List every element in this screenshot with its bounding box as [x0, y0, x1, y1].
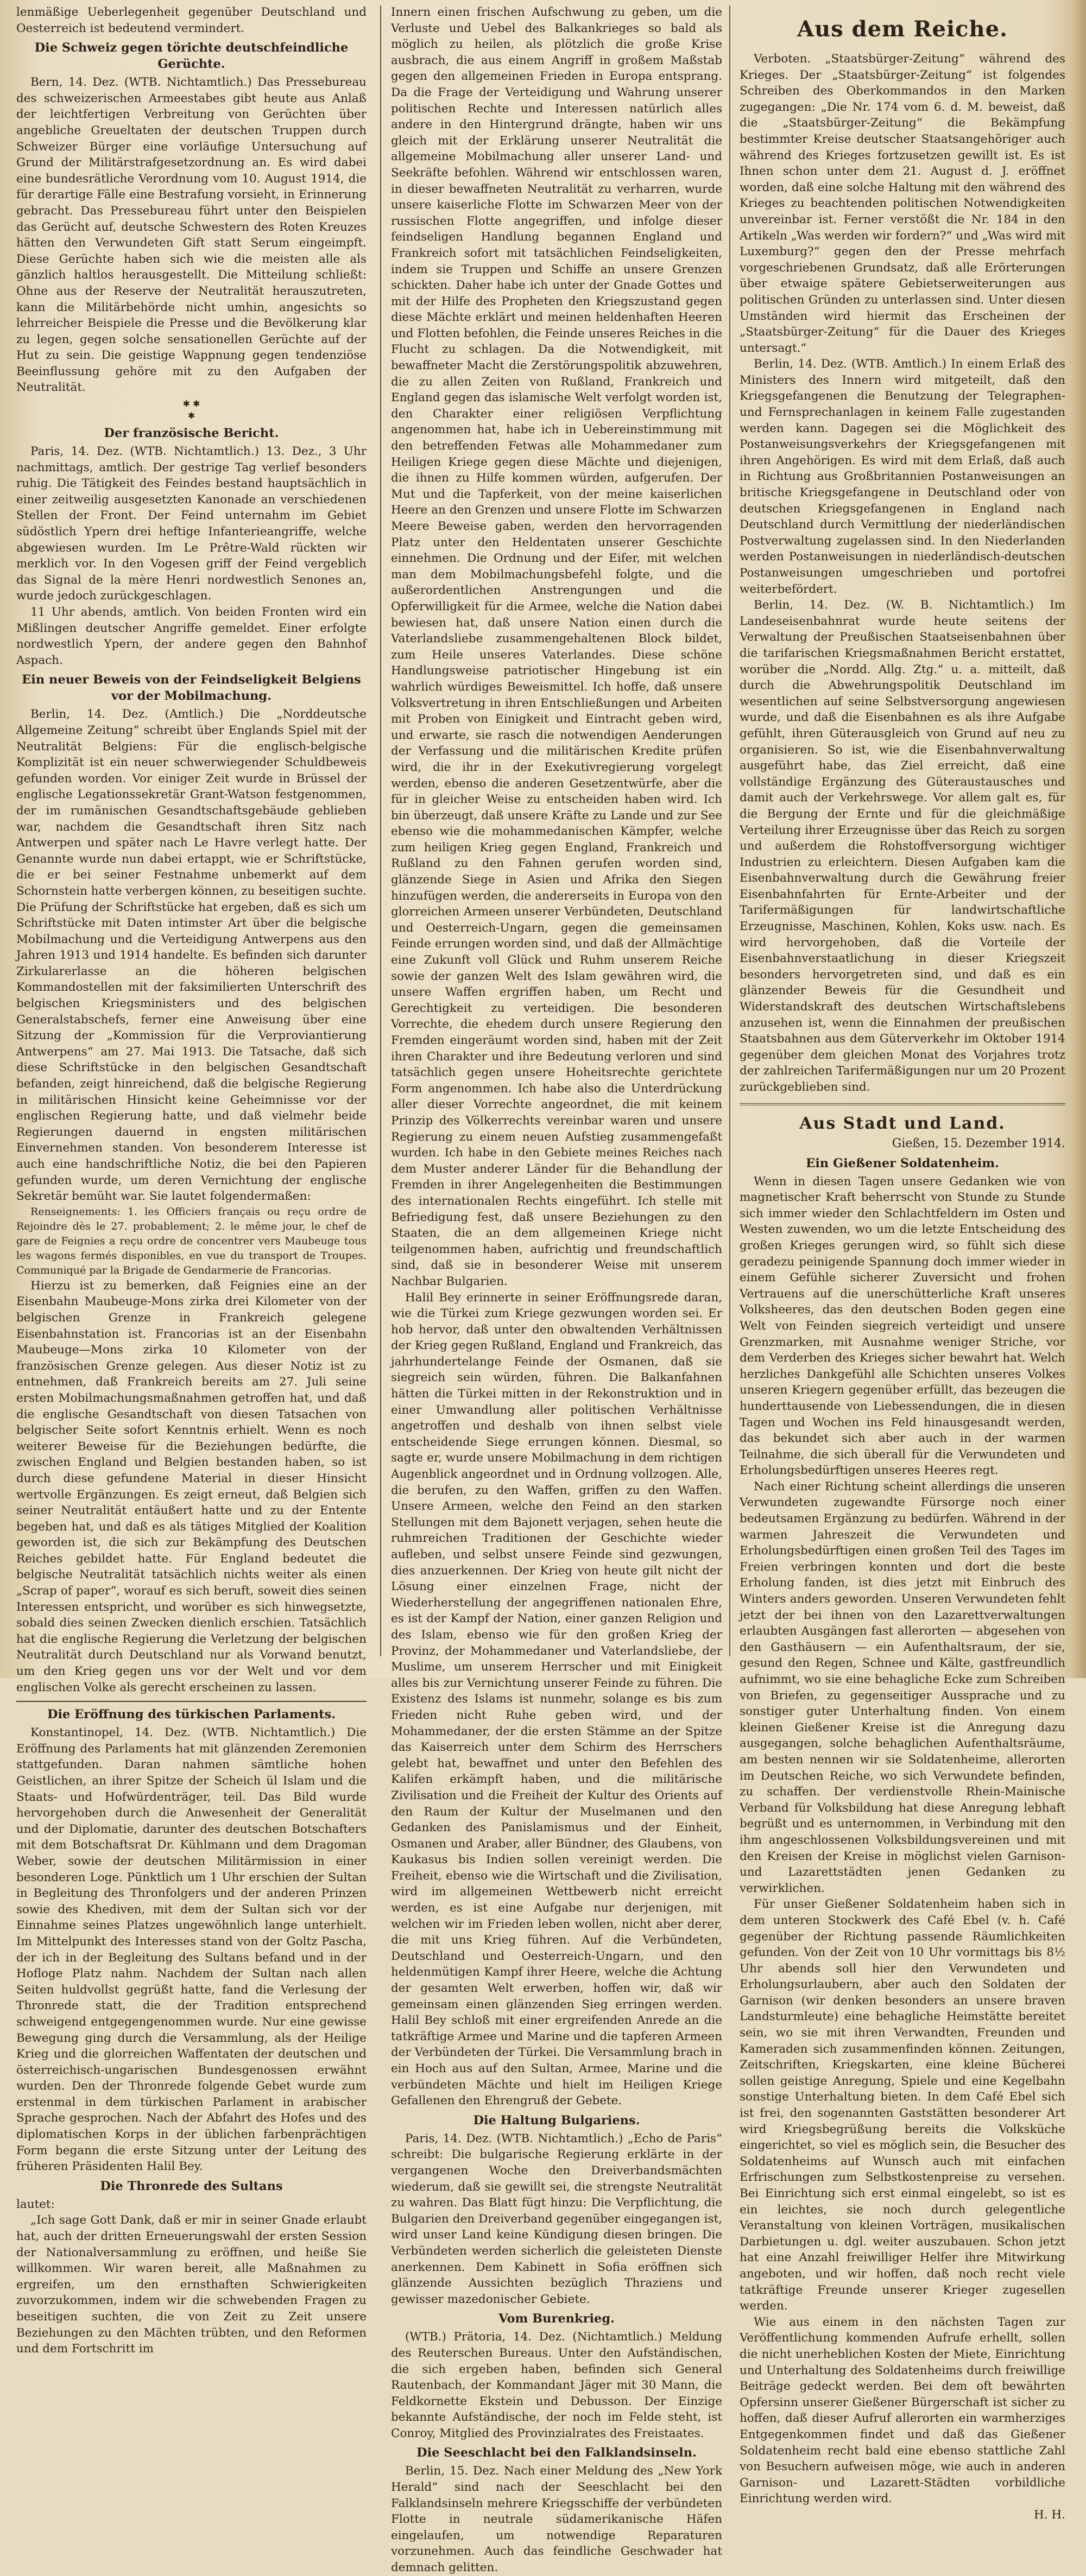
- dateline: Gießen, 15. Dezember 1914.: [892, 1136, 1065, 1150]
- headline-tuerkisches-parlament: Die Eröffnung des türkischen Parlaments.: [47, 1707, 336, 1722]
- article-belgien-french-note: Renseignements: 1. les Officiers français ou reçu ordre de Rejoindre dès le 27. probablement; 2. le même jour, le chef de gare de Feignies a reçu ordre de concentrer vers Maubeuge tous les wagons fermés disponibles, en vue du transport de Troupes. Communiqué par la Brigade de Gendarmerie de Francorias.: [16, 1205, 367, 1276]
- article-stadt-3: Für unser Gießener Soldatenheim haben sich in dem unteren Stockwerk des Café Ebel (v. h. Café gegenüber der Richtung passende Räumlichkeiten gefunden. Von der Zeit von 10 Uhr vormittags bis 8½ Uhr abends soll hier den Verwundeten und Erholungsurlaubern, aber auch den Soldaten der Garnison (wir denken besonders an unsere braven Landsturmleute) eine behagliche Heimstätte bereitet sein, wo sie mit ihren Verwandten, Freunden und Kameraden sich zusammenfinden können. Zeitungen, Zeitschriften, Kriegskarten, eine kleine Bücherei sollen geistige Anregung, Spiele und eine Kegelbahn sonstige Unterhaltung bieten. In dem Café Ebel sich ist frei, den sogenannten Gaststätten besonderer Art wird Kriegsbegrüßung bereits die Volksküche eingerichtet, so viel es möglich sein, die Besucher des Soldatenheims auf Wunsch auch mit einfachen Erfrischungen zum Selbstkostenpreise zu versehen. Bei Einrichtung sich erst einmal eingelebt, so ist es ein leichtes, sie noch durch gelegentliche Veranstaltung von kleinen Vorträgen, musikalischen Darbietungen u. dgl. weiter auszubauen. Schon jetzt hat eine Anzahl freiwilliger Helfer ihre Mitwirkung angeboten, und wir hoffen, daß noch recht viele tatkräftige Freunde unserer Krieger zugesellen werden.: [740, 1897, 1065, 2313]
- article-halil-bey: Halil Bey erinnerte in seiner Eröffnungsrede daran, wie die Türkei zum Kriege gezwungen worden sei. Er hob hervor, daß unter den obwaltenden Verhältnissen der Krieg gegen Rußland, England und Frankreich, das jahrhundertelange Feinde der Osmanen, daß sie siegreich sein würden, führen. Die Balkanfahnen hätten die Türkei mitten in der Rekonstruktion und in einer Umwandlung aller politischen Verhältnisse angetroffen und deshalb von ihnen selbst viele entscheidende Siege errungen können. Diesmal, so sagte er, wurde unsere Mobilmachung in dem richtigen Augenblick angeordnet und in Ordnung vollzogen. Alle, die berufen, zu den Waffen, griffen zu den Waffen. Unsere Armeen, welche den Feind an den starken Stellungen mit dem Bajonett verjagen, sehen heute die ruhmreichen Traditionen der Geschichte wieder aufleben, und selbst unsere Feinde sind gezwungen, dies anzuerkennen. Der Krieg von heute gilt nicht der Lösung einer einzelnen Frage, nicht der Wiederherstellung der angegriffenen nationalen Ehre, es ist der Kampf der Nation, einer ganzen Religion und des Islam, ebenso wie für den großen Krieg der Provinz, der Mohammedaner und Vaterlandsliebe, der Muslime, um unserem Herrscher und mit Einigkeit alles bis zur Vernichtung unserer Feinde zu führen. Die Existenz des Islams ist nunmehr, solange es bis zum Frieden nicht Ruhe geben wird, und der Mohammedaner, der die ersten Stämme an der Spitze das Kaiserreich unter dem Schirm des Herrschers gelebt hat, bewaffnet und unter den Befehlen des Kalifen erkämpft haben, und die militärische Zivilisation und die Freiheit der Kultur des Orients auf den Raum der Kultur der Muselmanen und den Gedanken des Panislamismus und der Einheit, Osmanen und Araber, aller Bündner, des Glaubens, von Kaukasus bis Indien sollen vereinigt werden. Die Freiheit, ebenso wie die Wirtschaft und die Zivilisation, wird im allgemeinen Wettbewerb nicht erreicht werden, es ist eine Aufgabe nur derjenigen, mit welchen wir im Frieden leben wollen, nicht aber derer, die mit uns Krieg führen. Auf die Verbündeten, Deutschland und Oesterreich-Ungarn, und den heldenmütigen Kampf ihrer Heere, welche die Achtung der gesamten Welt erwerben, hoffen wir, daß wir gemeinsam einen glänzenden Sieg erringen werden. Halil Bey schloß mit einer ergreifenden Anrede an die tatkräftige Armee und Marine und die tapferen Armeen der Verbündeten der Türkei. Die Versammlung brach in ein Hoch aus auf den Sultan, Armee, Marine und die verbündeten Mächte und hielt im Heiligen Kriege Gefallenen den Ehrengruß der Gebete.: [391, 1290, 722, 2108]
- article-bulgarien: Paris, 14. Dez. (WTB. Nichtamtlich.) „Echo de Paris“ schreibt: Die bulgarische Regierung erklärte in der vergangenen Woche den Dreiverbandsmächten wiederum, daß sie gewillt sei, die strengste Neutralität zu wahren. Das Blatt fügt hinzu: Die Verpflichtung, die Bulgarien den Dreiverband gegenüber eingegangen ist, wird unser Land keine Kündigung diesen bringen. Die Verbündeten werden sicherlich die geleisteten Dienste anerkennen. Dem Kabinett in Sofia eröffnen sich glänzende Aussichten bezüglich Thraziens und gewisser mazedonischer Gebiete.: [391, 2131, 722, 2306]
- article-falkland: Berlin, 15. Dez. Nach einer Meldung des „New York Herald“ sind nach der Seeschlacht bei den Falklandsinseln mehrere Kriegsschiffe der verbündeten Flotte in neutrale südamerikanische Häfen eingelaufen, um notwendige Reparaturen vorzunehmen. Auch das feindliche Geschwader hat demnach gelitten.: [391, 2464, 722, 2575]
- headline-bulgarien: Die Haltung Bulgariens.: [473, 2113, 640, 2128]
- article-stadt-4: Wie aus einem in den nächsten Tagen zur Veröffentlichung kommenden Aufrufe erhellt, sollen die nicht unerheblichen Kosten der Miete, Einrichtung und Unterhaltung des Soldatenheims durch freiwillige Beiträge gedeckt werden. Bei dem oft bewährten Opfersinn unserer Gießener Bürgerschaft ist sicher zu hoffen, daß dieser Aufruf allerorten ein warmherziges Entgegenkommen findet und daß das Gießener Soldatenheim recht bald eine ebenso stattliche Zahl von Besuchern aufweisen möge, wie auch in anderen Garnison- und Lazarett-Städten vorbildliche Einrichtung werden wird.: [740, 2315, 1065, 2506]
- headline-belgien: Ein neuer Beweis von der Feindseligkeit Belgiens vor der Mobilmachung.: [22, 673, 361, 704]
- headline-thronrede: Die Thronrede des Sultans: [100, 2179, 283, 2193]
- article-reich-2: Berlin, 14. Dez. (WTB. Amtlich.) In einem Erlaß des Ministers des Innern wird mitgeteilt, daß den Kriegsgefangenen die Benutzung der Telegraphen- und Fernsprechanlagen in keinem Falle zugestanden werden kann. Dagegen sei die Möglichkeit des Postanweisungsverkehrs der Kriegsgefangenen mit ihren Angehörigen. Es wird mit dem Erlaß, daß auch in Richtung aus Großbritannien Postanweisungen an britische Kriegsgefangene in Deutschland oder von deutschen Kriegsgefangenen in England nach Deutschland durch Vermittlung der niederländischen Postverwaltung zugelassen sind. In den Niederlanden werden Postanweisungen in niederländisch-deutschen Postanweisungen umgeschrieben und portofrei weiterbefördert.: [740, 357, 1065, 596]
- article-franz-1: Paris, 14. Dez. (WTB. Nichtamtlich.) 13. Dez., 3 Uhr nachmittags, amtlich. Der gestrige Tag verlief besonders ruhig. Die Tätigkeit des Feindes bestand hauptsächlich in einer zeitweilig ausgesetzten Kanonade an verschiedenen Stellen der Front. Der Feind unternahm im Gebiet südöstlich Ypern drei heftige Infanterieangriffe, welche abgewiesen wurden. Im Le Prêtre-Wald rückten wir merklich vor. In den Vogesen griff der Feind vergeblich das Signal de la mère Henri nordwestlich Senones an, wurde jedoch zurückgeschlagen.: [16, 445, 367, 603]
- headline-falkland: Die Seeschlacht bei den Falklandsinseln.: [416, 2446, 697, 2460]
- article-burenkrieg: (WTB.) Prätoria, 14. Dez. (Nichtamtlich.) Meldung des Reuterschen Bureaus. Unter den Aufständischen, die sich ergeben haben, befinden sich General Rautenbach, der Kommandant Jäger mit 30 Mann, die Feldkornette Ekstein und Debusson. Der Einzige bekannte Aufständische, der noch im Felde steht, ist Conroy, Mitglied des Provinzialrates des Freistaates.: [391, 2330, 722, 2440]
- section-title-stadt-und-land: Aus Stadt und Land.: [799, 1113, 1006, 1133]
- column-3: [740, 4, 1065, 2522]
- article-schweiz: Bern, 14. Dez. (WTB. Nichtamtlich.) Das Pressebureau des schweizerischen Armeestabes gibt heute aus Anlaß der leichtfertigen Verbreitung von Gerüchten über angebliche Greueltaten der deutschen Truppen durch Schweizer Bürger eine vorläufige Untersuchung auf Grund der Militärstrafgesetzordnung an. Es wird dabei eine bundesrätliche Verordnung vom 10. August 1914, die für derartige Fälle eine Bestrafung vorsieht, in Erinnerung gebracht. Das Pressebureau führt unter den Beispielen das Gerücht auf, deutsche Schwestern des Roten Kreuzes hätten den Verwundeten Gift statt Serum eingeimpft. Diese Gerüchte haben sich wie die meisten alle als gänzlich haltlos herausgestellt. Die Mitteilung schließt: Ohne aus der Reserve der Neutralität herauszutreten, kann die Militärbehörde nicht umhin, angesichts so lehrreicher Beispiele die Presse und die Bevölkerung klar zu legen, gegen solche sensationellen Gerüchte auf der Hut zu sein. Die geistige Wappnung gegen tendenziöse Beeinflussung gehöre mit zu den Aufgaben der Neutralität.: [16, 75, 367, 395]
- article-belgien-2: Hierzu ist zu bemerken, daß Feignies eine an der Eisenbahn Maubeuge-Mons zirka drei Kilometer von der belgischen Grenze in Frankreich gelegene Eisenbahnstation ist. Francorias ist an der Eisenbahn Maubeuge—Mons zirka 10 Kilometer von der französischen Grenze gelegen. Aus dieser Notiz ist zu entnehmen, daß Frankreich bereits am 27. Juli seine ersten Mobilmachungsmaßnahmen getroffen hat, und daß die englische Gesandtschaft von diesen Tatsachen von belgischer Seite sofort Kenntnis erhielt. Wenn es noch weiterer Beweise für die Beziehungen bedürfte, die zwischen England und Belgien bestanden haben, so ist durch diese gefundene Material in dieser Hinsicht wertvolle Ergänzungen. Es zeigt erneut, daß Belgien sich seiner Neutralität entäußert hatte und zu der Entente begeben hat, und daß es als tätiges Mitglied der Koalition geworden ist, die sich zur Bekämpfung des Deutschen Reiches gebildet hatte. Für England bedeutet die belgische Neutralität tatsächlich nichts weiter als einen „Scrap of paper“, worauf es sich beruft, soweit dies seinen Interessen entspricht, und worüber es sich hinwegsetzte, sobald dies seinen Zwecken dienlich erschien. Tatsächlich hat die englische Regierung die Verletzung der belgischen Neutralität durch Deutschland nur als Vorwand benutzt, um den Krieg gegen uns vor der Welt und vor dem englischen Volke als gerecht erscheinen zu lassen.: [16, 1278, 367, 1694]
- column-1: [16, 4, 367, 2356]
- paper-edge-stain: [1071, 0, 1086, 1678]
- article-reich-1: Verboten. „Staatsbürger-Zeitung“ während des Krieges. Der „Staatsbürger-Zeitung“ ist folgendes Schreiben des Oberkommandos in den Marken zugegangen: „Die Nr. 174 vom 6. d. M. beweist, daß die „Staatsbürger-Zeitung“ die Bekämpfung bestimmter Kreise deutscher Staatsangehöriger auch während des Krieges fortzusetzen gewillt ist. Es ist Ihnen schon unter dem 21. August d. J. eröffnet worden, daß eine solche Haltung mit den während des Krieges zu beachtenden politischen Notwendigkeiten unvereinbar ist. Ferner verstößt die Nr. 184 in den Artikeln „Was werden wir fordern?“ und „Was wird mit Luxemburg?“ gegen den der Presse mehrfach vorgeschriebenen Grundsatz, daß alle Erörterungen über etwaige spätere Gebietserweiterungen aus politischen Gründen zu unterlassen sind. Unter diesen Umständen wird hiermit das Erscheinen der „Staatsbürger-Zeitung“ für die Dauer des Krieges untersagt.“: [740, 52, 1065, 355]
- thronrede-lautet: lautet:: [16, 2197, 55, 2211]
- article-belgien-1: Berlin, 14. Dez. (Amtlich.) Die „Norddeutsche Allgemeine Zeitung“ schreibt über Englands Spiel mit der Neutralität Belgiens: Für die englisch-belgische Komplizität ist ein neuer schwerwiegender Schuldbeweis gefunden worden. Vor einiger Zeit wurde in Brüssel der englische Legationssekretär Grant-Watson festgenommen, der im rumänischen Gesandtschaftsgebäude geblieben war, nachdem die Gesandtschaft ihren Sitz nach Antwerpen und später nach Le Havre verlegt hatte. Der Genannte wurde nun dabei ertappt, wie er Schriftstücke, die er bei seiner Festnahme unbemerkt auf dem Schornstein hatte verbergen können, zu beseitigen suchte. Die Prüfung der Schriftstücke hat ergeben, daß es sich um Schriftstücke mit Daten intimster Art über die belgische Mobilmachung und die Verteidigung Antwerpens aus den Jahren 1913 und 1914 handelte. Es befinden sich darunter Zirkularerlasse an die höheren belgischen Kommandostellen mit der faksimilierten Unterschrift des belgischen Kriegsministers und des belgischen Generalstabschefs, ferner eine Anweisung über eine Sitzung der „Kommission für die Verproviantierung Antwerpens“ am 27. Mai 1913. Die Tatsache, daß sich diese Schriftstücke in den belgischen Gesandtschaft befanden, zeigt hinreichend, daß die belgische Regierung in militärischen Hinsicht keine Geheimnisse vor der englischen Regierung hatte, und daß vielmehr beide Regierungen dauernd in engsten militärischen Einvernehmen standen. Von besonderem Interesse ist auch eine handschriftliche Notiz, die bei den Papieren gefunden wurde, um deren Vernichtung der englische Sekretär bemüht war. Sie lautet folgendermaßen:: [16, 707, 367, 1204]
- headline-franzoesischer-bericht: Der französische Bericht.: [104, 426, 279, 441]
- article-tuerk: Konstantinopel, 14. Dez. (WTB. Nichtamtlich.) Die Eröffnung des Parlaments hat mit glänzenden Zeremonien stattgefunden. Daran nahmen sämtliche hohen Geistlichen, an ihrer Spitze der Scheich ül Islam und die Staats- und Hofwürdenträger, teil. Das Bild wurde hervorgehoben durch die Anwesenheit der Generalität und der Diplomatie, darunter des deutschen Botschafters mit dem Botschaftsrat Dr. Kühlmann und dem Dragoman Weber, sowie der deutschen Militärmission in einer besonderen Loge. Pünktlich um 1 Uhr erschien der Sultan in Begleitung des Thronfolgers und der anderen Prinzen sowie des Khediven, mit dem der Sultan sich vor der Einnahme seines Platzes ungewöhnlich lange unterhielt. Im Mittelpunkt des Interesses stand von der Goltz Pascha, der ich in der Begleitung des Sultans befand und in der Hofloge Platz nahm. Nachdem der Sultan nach allen Seiten huldvollst gegrüßt hatte, fand die Verlesung der Thronrede statt, die der Tradition entsprechend schweigend entgegengenommen wurde. Nur eine gewisse Bewegung ging durch die Versammlung, als der Heilige Krieg und die glorreichen Waffentaten der deutschen und österreichisch-ungarischen Bundesgenossen erwähnt wurden. Den der Thronrede folgende Gebet wurde zum erstenmal in dem türkischen Parlament in arabischer Sprache gesprochen. Nach der Abfahrt des Hofes und des diplomatischen Korps in der üblichen farbenprächtigen Form begann die erste Sitzung unter der Leitung des früheren Präsidenten Halil Bey.: [16, 1726, 367, 2174]
- headline-burenkrieg: Vom Burenkrieg.: [498, 2312, 615, 2326]
- article-stadt-1: Wenn in diesen Tagen unsere Gedanken wie von magnetischer Kraft beherrscht von Stunde zu Stunde sich immer wieder den Schlachtfeldern im Osten und Westen zuwenden, wo um die letzte Entscheidung des großen Krieges gerungen wird, so fühlt sich diese geradezu peinigende Spannung doch immer wieder in einem Gefühle sicherer Zuversicht und frohen Vertrauens auf die unerschütterliche Kraft unseres Volksheeres, das den deutschen Boden gegen eine Welt von Feinden siegreich verteidigt und unsere Grenzmarken, mit Ausnahme weniger Striche, vor dem Verderben des Krieges sicher bewahrt hat. Welch herzliches Dankgefühl alle Schichten unseres Volkes unseren Kriegern gegenüber erfüllt, das bezeugen die hunderttausende von Liebessendungen, die in diesen Tagen und Wochen ins Feld hinausgesandt werden, das bekundet sich aber auch in der warmen Teilnahme, die sich überall für die Verwundeten und Erholungsbedürftigen unseres Heeres regt.: [740, 1174, 1065, 1478]
- headline-schweiz: Die Schweiz gegen törichte deutschfeindliche Gerüchte.: [34, 41, 349, 72]
- separator-stars: ✱ ✱ ✱: [182, 398, 200, 421]
- section-separator: [740, 1103, 1065, 1105]
- intro-paragraph: lenmäßige Ueberlegenheit gegenüber Deutschland und Oesterreich ist bedeutend vermindert.: [16, 5, 367, 35]
- article-stadt-2: Nach einer Richtung scheint allerdings die unseren Verwundeten zugewandte Fürsorge noch einer bedeutsamen Ergänzung zu bedürfen. Während in der warmen Jahreszeit die Verwundeten und Erholungsbedürftigen einen großen Teil des Tages im Freien verbringen konnten und dort die beste Erholung fanden, ist dies jetzt mit Einbruch des Winters anders geworden. Unseren Verwundeten fehlt jetzt der bei ihnen von den Lazarettverwaltungen erlaubten Ausgängen fast allerorten — abgesehen von den Gasthäusern — ein Aufenthaltsraum, der sie, gesund den Regen, Schnee und Kälte, gastfreundlich aufnimmt, wo sie eine behagliche Ecke zum Schreiben von Briefen, zu gegenseitiger Aussprache und zu sonstiger guter Unterhaltung finden. Von einem kleinen Gießener Kreise ist die Anregung dazu ausgegangen, solche behaglichen Aufenthaltsräume, am besten nennen wir sie Soldatenheime, allerorten im Deutschen Reiche, wo sich Verwundete befinden, zu schaffen. Der verdienstvolle Rhein-Mainische Verband für Volksbildung hat diese Anregung lebhaft begrüßt und es unternommen, in Verbindung mit den ihm angeschlossenen Volksbildungsvereinen und mit den Kreisen der Kreise in möglichst vielen Garnison- und Lazarettstädten jenen Gedanken zu verwirklichen.: [740, 1479, 1065, 1895]
- section-title-reich: Aus dem Reiche.: [797, 16, 1008, 42]
- separator-line: [16, 1701, 367, 1702]
- article-reich-3: Berlin, 14. Dez. (W. B. Nichtamtlich.) Im Landeseisenbahnrat wurde heute seitens der Verwaltung der Preußischen Staatseisenbahnen über die tarifarischen Kriegsmaßnahmen Bericht erstattet, worüber die „Nordd. Allg. Ztg.“ u. a. mitteilt, daß durch die Abwehrungspolitik Deutschland im wesentlichen auf seine Selbstversorgung angewiesen wurde, und daß die Eisenbahnen es als ihre Aufgabe gefühlt, ihren Güterausgleich von Grund auf neu zu organisieren. So ist, wie die Eisenbahnverwaltung ausgeführt habe, das Ziel erreicht, daß eine vollständige Ergänzung des Güteraustausches und damit auch der Verkehrswege. Vor allem galt es, für die Bergung der Ernte und für die gleichmäßige Verteilung ihrer Erzeugnisse über das Reich zu sorgen und außerdem die Rohstoffversorgung wichtiger Industrien zu erleichtern. Diesen Aufgaben kam die Eisenbahnverwaltung durch die Gewährung freier Eisenbahnfahrten für Ernte-Arbeiter und der Tarifermäßigungen für landwirtschaftliche Erzeugnisse, Maschinen, Kohlen, Koks usw. nach. Es wird hervorgehoben, daß die Vorteile der Eisenbahnverstaatlichung in dieser Kriegszeit besonders hervorgetreten sind, und daß es ein glänzender Beweis für die Gesundheit und Widerstandskraft des deutschen Wirtschaftslebens anzusehen ist, wenn die Einnahmen der preußischen Staatsbahnen aus dem Güterverkehr im Oktober 1914 gegenüber dem gleichen Monat des Vorjahres trotz der zahlreichen Tarifermäßigungen nur um 20 Prozent zurückgeblieben sind.: [740, 598, 1065, 1094]
- headline-soldatenheim: Ein Gießener Soldatenheim.: [806, 1156, 999, 1170]
- article-franz-2: 11 Uhr abends, amtlich. Von beiden Fronten wird ein Mißlingen deutscher Angriffe gemeldet. Einer erfolgte nordwestlich Ypern, der andere gegen den Bahnhof Aspach.: [16, 605, 367, 667]
- article-thronrede: „Ich sage Gott Dank, daß er mir in seiner Gnade erlaubt hat, auch der dritten Erneuerungswahl der ersten Session der Nationalversammlung zu eröffnen, und heiße Sie willkommen. Wir waren bereit, alle Maßnahmen zu ergreifen, um den ernsthaften Schwierigkeiten zuvorzukommen, indem wir die schwebenden Fragen zu beseitigen suchten, die von Zeit zu Zeit unsere Beziehungen zu den Mächten trübten, und den Reformen und dem Fortschritt im: [16, 2213, 367, 2356]
- column-2: [391, 4, 722, 2575]
- column-rule-1: [380, 5, 381, 1656]
- column-rule-2: [729, 5, 730, 1656]
- thronrede-continued: Innern einen frischen Aufschwung zu geben, um die Verluste und Uebel des Balkankrieges so bald als möglich zu heilen, als plötzlich die große Krise ausbrach, die aus einem Angriff in großem Maßstab gegen den allgemeinen Frieden in Europa entsprang. Da die Frage der Verteidigung und Wahrung unserer politischen Rechte und Interessen natürlich alles andere in den Hintergrund drängte, haben wir uns gleich mit der Erklärung unserer Neutralität die allgemeine Mobilmachung aller unserer Land- und Seekräfte befohlen. Während wir entschlossen waren, in dieser bewaffneten Neutralität zu verharren, wurde unsere kaiserliche Flotte im Schwarzen Meer von der russischen Flotte angegriffen, und infolge dieser feindseligen Handlung begannen England und Frankreich sofort mit tatsächlichen Feindseligkeiten, indem sie Truppen und Schiffe an unsere Grenzen schickten. Daher habe ich unter der Gnade Gottes und mit der Hilfe des Propheten den Kriegszustand gegen diese Mächte erklärt und meinen heldenhaften Heeren und Flotten befohlen, die Feinde unseres Reiches in die Flucht zu schlagen. Da die Notwendigkeit, mit bewaffneter Macht die Zerstörungspolitik abzuwehren, die zu allen Zeiten von Rußland, Frankreich und England gegen das islamische Welt verfolgt worden ist, den Charakter einer religiösen Verpflichtung angenommen hat, habe ich in Uebereinstimmung mit den betreffenden Fetwas alle Mohammedaner zum Heiligen Kriege gegen diese Mächte und diejenigen, die ihnen zu Hilfe kommen würden, aufgerufen. Der Mut und die Tapferkeit, von der meine kaiserlichen Heere an den Grenzen und unsere Flotte im Schwarzen Meere Beweise gaben, werden den hervorragenden Platz unter den Heldentaten unserer Geschichte einnehmen. Die Ordnung und der Eifer, mit welchen man dem Mobilmachungsbefehl folgte, und die außerordentlichen Anstrengungen und die Opferwilligkeit für die Armee, welche die Nation dabei bewiesen hat, daß unsere Nation einen durch die Vaterlandsliebe zusammengehaltenen Block bildet, zum Heile unseres Vaterlandes. Diese schöne Handlungsweise patriotischer Hingebung ist ein wahrlich würdiges Beweismittel. Ich hoffe, daß unsere Volksvertretung in ihren Entschließungen und Arbeiten mit Proben von Einigkeit und Eintracht geben wird, und erwarte, sie rasch die notwendigen Aenderungen der Verfassung und die militärischen Kredite prüfen wird, die ihr in der Exekutivregierung vorgelegt werden, ebenso die anderen Gesetzentwürfe, aber die für in gleicher Weise zu entscheiden haben wird. Ich bin überzeugt, daß unsere Kräfte zu Lande und zur See ebenso wie die mohammedanischen Kämpfer, welche zum heiligen Krieg gegen England, Frankreich und Rußland zu den Fahnen gerufen worden sind, glänzende Siege in Asien und Afrika den Siegen hinzufügen werden, die andererseits in Europa von den glorreichen Armeen unserer Verbündeten, Deutschland und Oesterreich-Ungarn, gegen die gemeinsamen Feinde errungen worden sind, und daß der Allmächtige eine Zukunft voll Glück und Ruhm unserem Reiche sowie der ganzen Welt des Islam gewähren wird, die unsere Waffen ergriffen haben, um Recht und Gerechtigkeit zu verteidigen. Die besonderen Vorrechte, die ehedem durch unsere Regierung den Fremden eingeräumt worden sind, haben mit der Zeit ihren Charakter und ihre Bedeutung verloren und sind tatsächlich gegen unsere Hoheitsrechte gerichtete Form angenommen. Ich habe also die Unterdrückung aller dieser Vorrechte angeordnet, die mit keinem Prinzip des Völkerrechts vereinbar waren und unsere Regierung zu einem neuen Aufstieg zusammengefaßt wurden. Ich habe in den Gebiete meines Reiches nach dem Muster anderer Länder für die Behandlung der Fremden in ihrer Angelegenheiten die Bestimmungen des internationalen Rechts eingeführt. Ich stelle mit Befriedigung fest, daß unsere Beziehungen zu den Staaten, die an dem allgemeinen Kriege nicht teilgenommen haben, aufrichtig und freundschaftlich sind, daß sie in besonderer Weise mit unserem Nachbar Bulgarien.: [391, 5, 722, 1288]
- author-signature: H. H.: [1033, 2508, 1065, 2522]
